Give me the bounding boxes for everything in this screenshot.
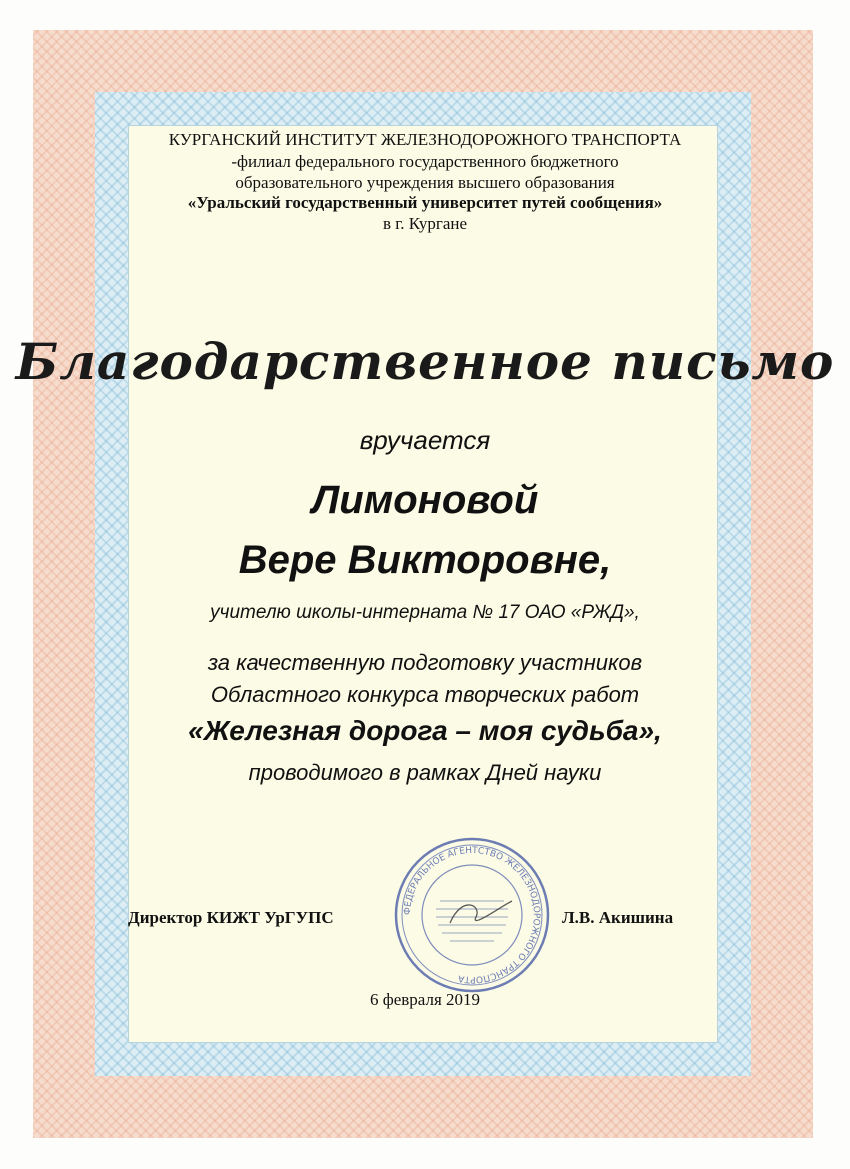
- reason-line-4: проводимого в рамках Дней науки: [248, 760, 602, 785]
- awarded-label: вручается: [359, 425, 491, 455]
- official-seal-icon: [392, 835, 552, 995]
- institute-name: КУРГАНСКИЙ ИНСТИТУТ ЖЕЛЕЗНОДОРОЖНОГО ТРАНСПОРТА: [168, 130, 682, 149]
- issue-date: 6 февраля 2019: [369, 990, 481, 1009]
- contest-name: «Железная дорога – моя судьба»,: [188, 715, 662, 746]
- svg-text:ФЕДЕРАЛЬНОЕ АГЕНТСТВО ЖЕЛЕЗНОД: [403, 846, 541, 984]
- recipient-position: учителю школы-интерната № 17 ОАО «РЖД»,: [210, 602, 640, 623]
- signatory-name: Л.В. Акишина: [562, 908, 674, 927]
- institute-subtitle-2: образовательного учреждения высшего образования: [235, 173, 615, 192]
- seal-text: ФЕДЕРАЛЬНОЕ АГЕНТСТВО ЖЕЛЕЗНОДОРОЖНОГО ТРАНСПОРТА: [402, 845, 542, 985]
- institute-city: в г. Кургане: [382, 214, 468, 233]
- recipient-surname: Лимоновой: [311, 478, 539, 522]
- university-name: «Уральский государственный университет путей сообщения»: [187, 193, 663, 212]
- recipient-name: Вере Викторовне,: [238, 538, 612, 582]
- reason-line-2: Областного конкурса творческих работ: [210, 682, 640, 707]
- certificate-title: Благодарственное письмо: [15, 332, 835, 391]
- signature-title: Директор КИЖТ УрГУПС: [128, 908, 334, 927]
- reason-line-1: за качественную подготовку участников: [207, 650, 643, 675]
- institute-subtitle-1: -филиал федерального государственного бюджетного: [231, 152, 619, 171]
